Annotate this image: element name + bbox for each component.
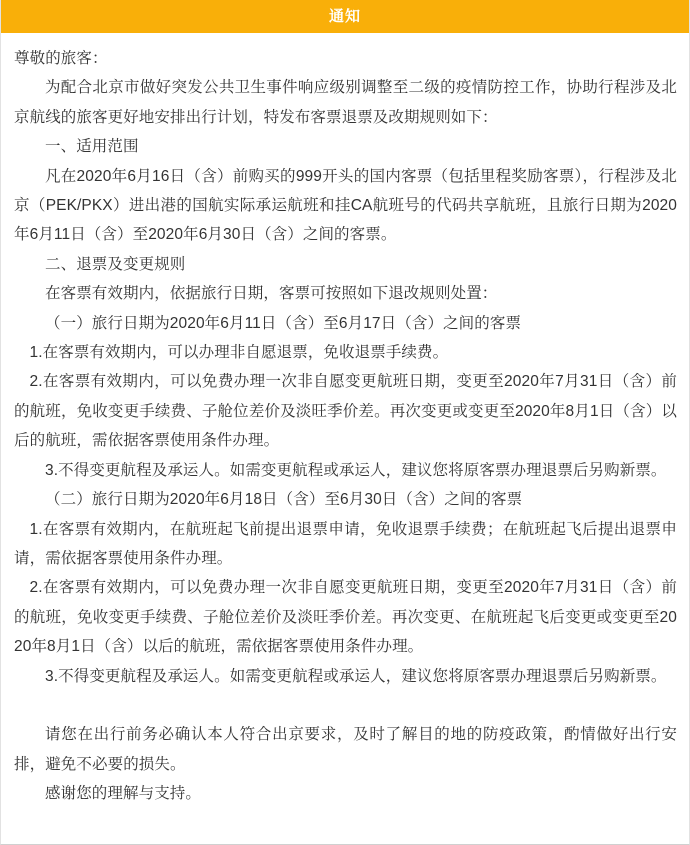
intro-paragraph: 为配合北京市做好突发公共卫生事件响应级别调整至二级的疫情防控工作，协助行程涉及北京航线的旅客更好地安排出行计划，特发布客票退票及改期规则如下： [14,79,677,126]
group-two-item-1: 1.在客票有效期内，在航班起飞前提出退票申请，免收退票手续费；在航班起飞后提出退票申请，需依据客票使用条件办理。 [14,520,677,567]
group-one-item-2: 2.在客票有效期内，可以免费办理一次非自愿变更航班日期，变更至2020年7月31日（含）前的航班，免收变更手续费、子舱位差价及淡旺季价差。再次变更或变更至2020年8月1日（含）以后的航班，需依据客票使用条件办理。 [14,373,677,450]
section-one-heading: 一、适用范围 [45,138,139,156]
closing-advice: 请您在出行前务必确认本人符合出京要求，及时了解目的地的防疫政策，酌情做好出行安排，避免不必要的损失。 [14,726,677,773]
page-title: 通知 [328,8,361,25]
group-one-heading: （一）旅行日期为2020年6月11日（含）至6月17日（含）之间的客票 [45,314,522,332]
group-two-heading: （二）旅行日期为2020年6月18日（含）至6月30日（含）之间的客票 [45,491,523,509]
group-one-item-3: 3.不得变更航程及承运人。如需变更航程或承运人，建议您将原客票办理退票后另购新票。 [45,461,667,479]
group-two-item-3: 3.不得变更航程及承运人。如需变更航程或承运人，建议您将原客票办理退票后另购新票。 [45,667,667,685]
section-one-body: 凡在2020年6月16日（含）前购买的999开头的国内客票（包括里程奖励客票），行程涉及北京（PEK/PKX）进出港的国航实际承运航班和挂CA航班号的代码共享航班，且旅行日期为2020年6月11日（含）至2020年6月30日（含）之间的客票。 [14,167,677,244]
salutation-text: 尊敬的旅客： [14,50,108,67]
closing-thanks: 感谢您的理解与支持。 [45,785,202,803]
notice-header-bar [1,0,689,33]
notice-body [1,33,689,809]
section-two-intro: 在客票有效期内，依据旅行日期，客票可按照如下退改规则处置： [45,285,498,303]
paragraph-spacer [14,691,677,720]
group-two-item-2: 2.在客票有效期内，可以免费办理一次非自愿变更航班日期，变更至2020年7月31日（含）前的航班，免收变更手续费、子舱位差价及淡旺季价差。再次变更、在航班起飞后变更或变更至2020年8月1日（含）以后的航班，需依据客票使用条件办理。 [14,579,677,656]
section-two-heading: 二、退票及变更规则 [45,255,186,273]
group-one-item-1: 1.在客票有效期内，可以办理非自愿退票，免收退票手续费。 [29,344,449,362]
